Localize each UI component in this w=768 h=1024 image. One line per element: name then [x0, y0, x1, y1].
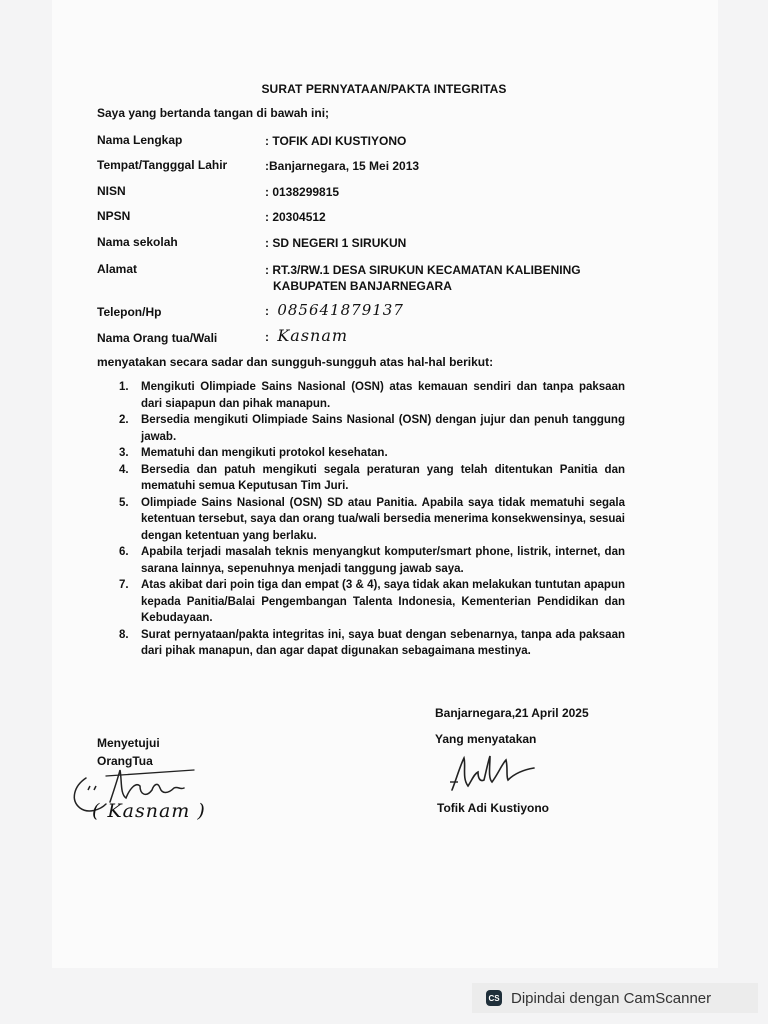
- parent-colon: :: [265, 330, 269, 344]
- camscanner-logo-icon: CS: [486, 990, 502, 1006]
- list-item-text: Mematuhi dan mengikuti protokol kesehatan.: [141, 447, 388, 459]
- declarant-signature: [448, 752, 538, 796]
- parent-signature-name: ( Kasnam ): [92, 800, 206, 822]
- list-item-number: 4.: [119, 463, 129, 476]
- camscanner-watermark: [472, 983, 758, 1013]
- value-address: [265, 262, 581, 294]
- list-item-number: 6.: [119, 546, 129, 558]
- address-line-1: : RT.3/RW.1 DESA SIRUKUN KECAMATAN KALIBENING: [265, 263, 581, 277]
- value-birth-place-date: :Banjarnegara, 15 Mei 2013: [265, 159, 420, 173]
- list-item-text: Olimpiade Sains Nasional (OSN) SD atau Panitia. Apabila saya tidak mematuhi segala ketentuan tersebut, saya dan orang tua/wali bersedia menerima konsekwensinya, sesuai dengan ketentuan yang berlaku.: [141, 496, 625, 542]
- list-item-number: 5.: [119, 496, 129, 509]
- approval-line-1: Menyetujui: [97, 736, 160, 750]
- value-npsn: : 20304512: [265, 210, 326, 224]
- list-item-number: 2.: [119, 414, 129, 426]
- document-title: SURAT PERNYATAAN/PAKTA INTEGRITAS: [261, 82, 507, 96]
- list-item: [97, 627, 625, 660]
- label-birth-place-date: Tempat/Tangggal Lahir: [97, 158, 228, 172]
- label-full-name: Nama Lengkap: [97, 133, 183, 147]
- value-nisn: : 0138299815: [265, 185, 340, 199]
- declarant-name: Tofik Adi Kustiyono: [437, 801, 549, 815]
- list-item: [97, 412, 625, 445]
- list-item: [97, 495, 625, 545]
- value-school-name: : SD NEGERI 1 SIRUKUN: [265, 236, 407, 250]
- list-item-text: Bersedia mengikuti Olimpiade Sains Nasional (OSN) dengan jujur dan penuh tanggung jawab.: [141, 414, 625, 443]
- list-item-number: 3.: [119, 447, 129, 459]
- value-parent-name: [265, 328, 348, 345]
- list-item: [97, 379, 625, 412]
- list-item: [97, 445, 625, 462]
- list-item: [97, 462, 625, 495]
- list-item-number: 7.: [119, 579, 129, 591]
- intro-text: Saya yang bertanda tangan di bawah ini;: [97, 106, 330, 120]
- camscanner-text: Dipindai dengan CamScanner: [511, 989, 712, 1007]
- place-date: Banjarnegara,21 April 2025: [435, 706, 589, 720]
- parent-handwritten: Kasnam: [277, 326, 349, 345]
- list-item: [97, 577, 625, 627]
- list-item-text: Apabila terjadi masalah teknis menyangkut komputer/smart phone, listrik, internet, dan sarana lainnya, sepenuhnya menjadi tanggung jawab saya.: [141, 546, 625, 575]
- list-item-text: Bersedia dan patuh mengikuti segala peraturan yang telah ditentukan Panitia dan mematuhi semua Keputusan Tim Juri.: [141, 463, 625, 492]
- list-item: [97, 544, 625, 577]
- label-parent-name: Nama Orang tua/Wali: [97, 331, 218, 345]
- label-nisn: NISN: [97, 184, 126, 198]
- label-phone: Telepon/Hp: [97, 305, 162, 319]
- address-line-2: KABUPATEN BANJARNEGARA: [273, 279, 452, 293]
- phone-colon: :: [265, 304, 269, 318]
- statement-list: [97, 379, 625, 660]
- list-item-number: 8.: [119, 628, 129, 641]
- declarant-label: Yang menyatakan: [435, 732, 537, 746]
- value-phone: [265, 302, 404, 319]
- list-item-text: Surat pernyataan/pakta integritas ini, saya buat dengan sebenarnya, tanpa ada paksaan dari pihak manapun, dan agar dapat digunakan sebagaimana mestinya.: [141, 628, 625, 657]
- label-address: Alamat: [97, 262, 138, 276]
- value-full-name: : TOFIK ADI KUSTIYONO: [265, 134, 407, 148]
- label-npsn: NPSN: [97, 209, 131, 223]
- list-item-number: 1.: [119, 381, 129, 393]
- phone-handwritten: 085641879137: [277, 301, 404, 319]
- list-item-text: Atas akibat dari poin tiga dan empat (3 & 4), saya tidak akan melakukan tuntutan apapun kepada Panitia/Balai Pengembangan Talenta Indonesia, Kementerian Pendidikan dan Kebudayaan.: [141, 579, 625, 624]
- label-school-name: Nama sekolah: [97, 235, 178, 249]
- statement-lead: menyatakan secara sadar dan sungguh-sungguh atas hal-hal berikut:: [97, 355, 494, 369]
- approval-line-2: OrangTua: [97, 754, 153, 768]
- list-item-text: Mengikuti Olimpiade Sains Nasional (OSN) atas kemauan sendiri dan tanpa paksaan dari siapapun dan pihak manapun.: [141, 381, 625, 410]
